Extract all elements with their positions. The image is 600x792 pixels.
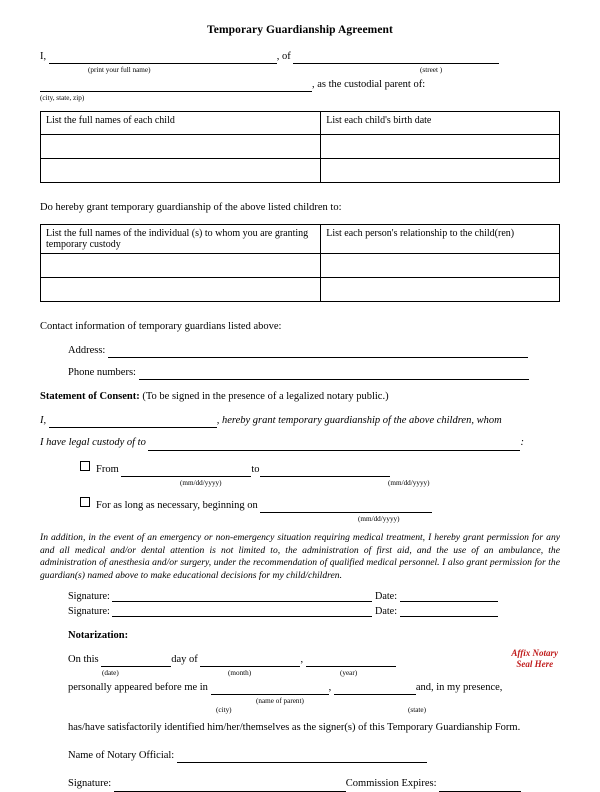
from-date-field[interactable] xyxy=(121,466,251,477)
year-caption: (year) xyxy=(340,668,358,677)
grant-statement: Do hereby grant temporary guardianship of the above listed children to: xyxy=(40,202,342,214)
signature-label: Signature: xyxy=(68,590,110,602)
satisfactorily-identified-text: has/have satisfactorily identified him/her/themselves as the signer(s) of this Temporary Guardianship Form. xyxy=(68,722,521,734)
notary-signature-label: Signature: xyxy=(68,778,112,790)
intro-captions-2 xyxy=(40,94,560,103)
phone-label: Phone numbers: xyxy=(68,366,136,378)
child-name-cell[interactable] xyxy=(41,135,321,159)
custodial-parent-text: , as the custodial parent of: xyxy=(312,79,426,91)
date-label: Date: xyxy=(374,590,398,602)
from-checkbox[interactable] xyxy=(80,461,90,471)
table-row xyxy=(41,135,560,159)
intro-line-1 xyxy=(40,50,560,64)
table-header-row xyxy=(41,112,560,135)
notary-signature-row xyxy=(40,777,560,791)
guardian-relationship-header: List each person's relationship to the child(ren) xyxy=(321,224,560,253)
to-date-caption: (mm/dd/yyyy) xyxy=(388,478,430,487)
notarization-heading: Notarization: xyxy=(68,629,129,641)
from-to-row xyxy=(40,461,560,477)
commission-expires-field[interactable] xyxy=(439,781,521,792)
address-row xyxy=(40,344,560,358)
consent-name-field[interactable] xyxy=(49,417,217,428)
table-row xyxy=(41,159,560,183)
signature-label: Signature: xyxy=(68,605,110,617)
notary-year-field[interactable] xyxy=(306,656,396,667)
begin-date-field[interactable] xyxy=(260,502,432,513)
notary-parent-field[interactable] xyxy=(211,684,329,695)
signature-date-field[interactable] xyxy=(400,606,498,617)
guardian-name-cell[interactable] xyxy=(41,253,321,277)
consent-guardian-field[interactable] xyxy=(148,440,520,451)
guardian-relationship-cell[interactable] xyxy=(321,277,560,301)
as-long-as-caption-row xyxy=(40,515,560,524)
consent-line-1 xyxy=(40,414,560,428)
city-state-zip-field[interactable] xyxy=(40,81,312,92)
date-label: Date: xyxy=(374,605,398,617)
of-label: , of xyxy=(276,51,291,62)
address-label: Address: xyxy=(68,344,106,356)
table-header-row xyxy=(41,224,560,253)
as-long-as-checkbox[interactable] xyxy=(80,497,90,507)
guardian-name-header: List the full names of the individual (s) to whom you are granting temporary custody xyxy=(41,224,321,253)
city-caption: (city) xyxy=(216,706,232,715)
street-field[interactable] xyxy=(293,53,499,64)
notary-month-field[interactable] xyxy=(200,656,300,667)
address-field[interactable] xyxy=(108,347,528,358)
from-date-caption: (mm/dd/yyyy) xyxy=(180,478,222,487)
commission-expires-label: Commission Expires: xyxy=(345,778,437,790)
from-label: From xyxy=(96,463,119,475)
i-label: I, xyxy=(40,51,47,62)
intro-captions-1 xyxy=(40,66,560,75)
personally-appeared-row: personally appeared before me in , and, in my presence, xyxy=(40,681,560,695)
state-caption: (state) xyxy=(408,706,426,715)
as-long-as-row xyxy=(40,497,560,513)
name-of-notary-field[interactable] xyxy=(177,752,427,763)
from-to-captions xyxy=(40,479,560,488)
personally-appeared-label: personally appeared before me in xyxy=(68,681,208,693)
as-long-as-label: For as long as necessary, beginning on xyxy=(96,499,258,511)
consent-line2-prefix: I have legal custody of to xyxy=(40,437,146,449)
phone-field[interactable] xyxy=(139,369,529,380)
child-name-cell[interactable] xyxy=(41,159,321,183)
addition-paragraph: In addition, in the event of an emergency or non-emergency situation requiring medical treatment, I hereby grant permission for any and all medical and/or dental attention is not limited to, the administration of first aid, and the use of an ambulance, the administration of anesthesia and/or surgery, under the recommendation of qualified medical personnel. I also grant permission for the guardian(s) named above to make educational decisions for my child/children. xyxy=(40,531,560,581)
consent-heading-note: (To be signed in the presence of a legalized notary public.) xyxy=(142,391,389,403)
notary-city-field[interactable] xyxy=(334,684,416,695)
city-state-zip-caption: (city, state, zip) xyxy=(40,94,85,103)
signature-date-field[interactable] xyxy=(400,591,498,602)
on-this-label: On this xyxy=(68,653,99,665)
page-title: Temporary Guardianship Agreement xyxy=(207,24,393,36)
consent-line1-suffix: , hereby grant temporary guardianship of the above children, whom xyxy=(216,415,502,427)
children-name-header: List the full names of each child xyxy=(41,112,321,135)
consent-line-2 xyxy=(40,436,560,450)
notary-date-captions xyxy=(40,669,560,678)
guardian-relationship-cell[interactable] xyxy=(321,253,560,277)
consent-line2-suffix: : xyxy=(520,437,524,449)
name-of-notary-label: Name of Notary Official: xyxy=(68,750,175,762)
consent-heading-row xyxy=(40,390,560,404)
day-of-label: day of xyxy=(171,653,198,665)
children-table xyxy=(40,111,560,183)
consent-heading: Statement of Consent: xyxy=(40,391,140,403)
notary-date-row: On this day of , xyxy=(40,653,560,667)
full-name-field[interactable] xyxy=(49,53,277,64)
in-my-presence-label: and, in my presence, xyxy=(415,681,503,693)
street-caption: (street ) xyxy=(420,66,443,75)
name-of-parent-caption: (name of parent) xyxy=(256,697,304,706)
intro-line-2 xyxy=(40,78,560,92)
guardians-table xyxy=(40,224,560,302)
month-caption: (month) xyxy=(228,668,252,677)
print-name-caption: (print your full name) xyxy=(88,66,151,75)
children-birthdate-header: List each child's birth date xyxy=(321,112,560,135)
child-birthdate-cell[interactable] xyxy=(321,159,560,183)
notary-day-field[interactable] xyxy=(101,656,171,667)
stamp-line-2: Seal Here xyxy=(516,659,554,670)
notary-signature-field[interactable] xyxy=(114,781,346,792)
table-row xyxy=(41,253,560,277)
guardian-name-cell[interactable] xyxy=(41,277,321,301)
begin-date-caption: (mm/dd/yyyy) xyxy=(358,514,400,523)
name-of-notary-row xyxy=(40,749,560,763)
contact-info-heading: Contact information of temporary guardians listed above: xyxy=(40,320,282,332)
signature-field[interactable] xyxy=(112,591,372,602)
intro-block xyxy=(40,50,560,103)
signature-field[interactable] xyxy=(112,606,372,617)
to-date-field[interactable] xyxy=(260,466,390,477)
affix-notary-seal-stamp xyxy=(511,648,558,671)
stamp-line-1: Affix Notary xyxy=(511,648,558,658)
signature-row-2 xyxy=(40,606,560,617)
table-row xyxy=(41,277,560,301)
to-label: to xyxy=(251,463,260,475)
consent-i-label: I, xyxy=(40,415,47,427)
date-caption: (date) xyxy=(102,668,119,677)
phone-row xyxy=(40,366,560,380)
child-birthdate-cell[interactable] xyxy=(321,135,560,159)
personally-appeared-captions xyxy=(40,697,560,715)
signature-row-1 xyxy=(40,591,560,602)
